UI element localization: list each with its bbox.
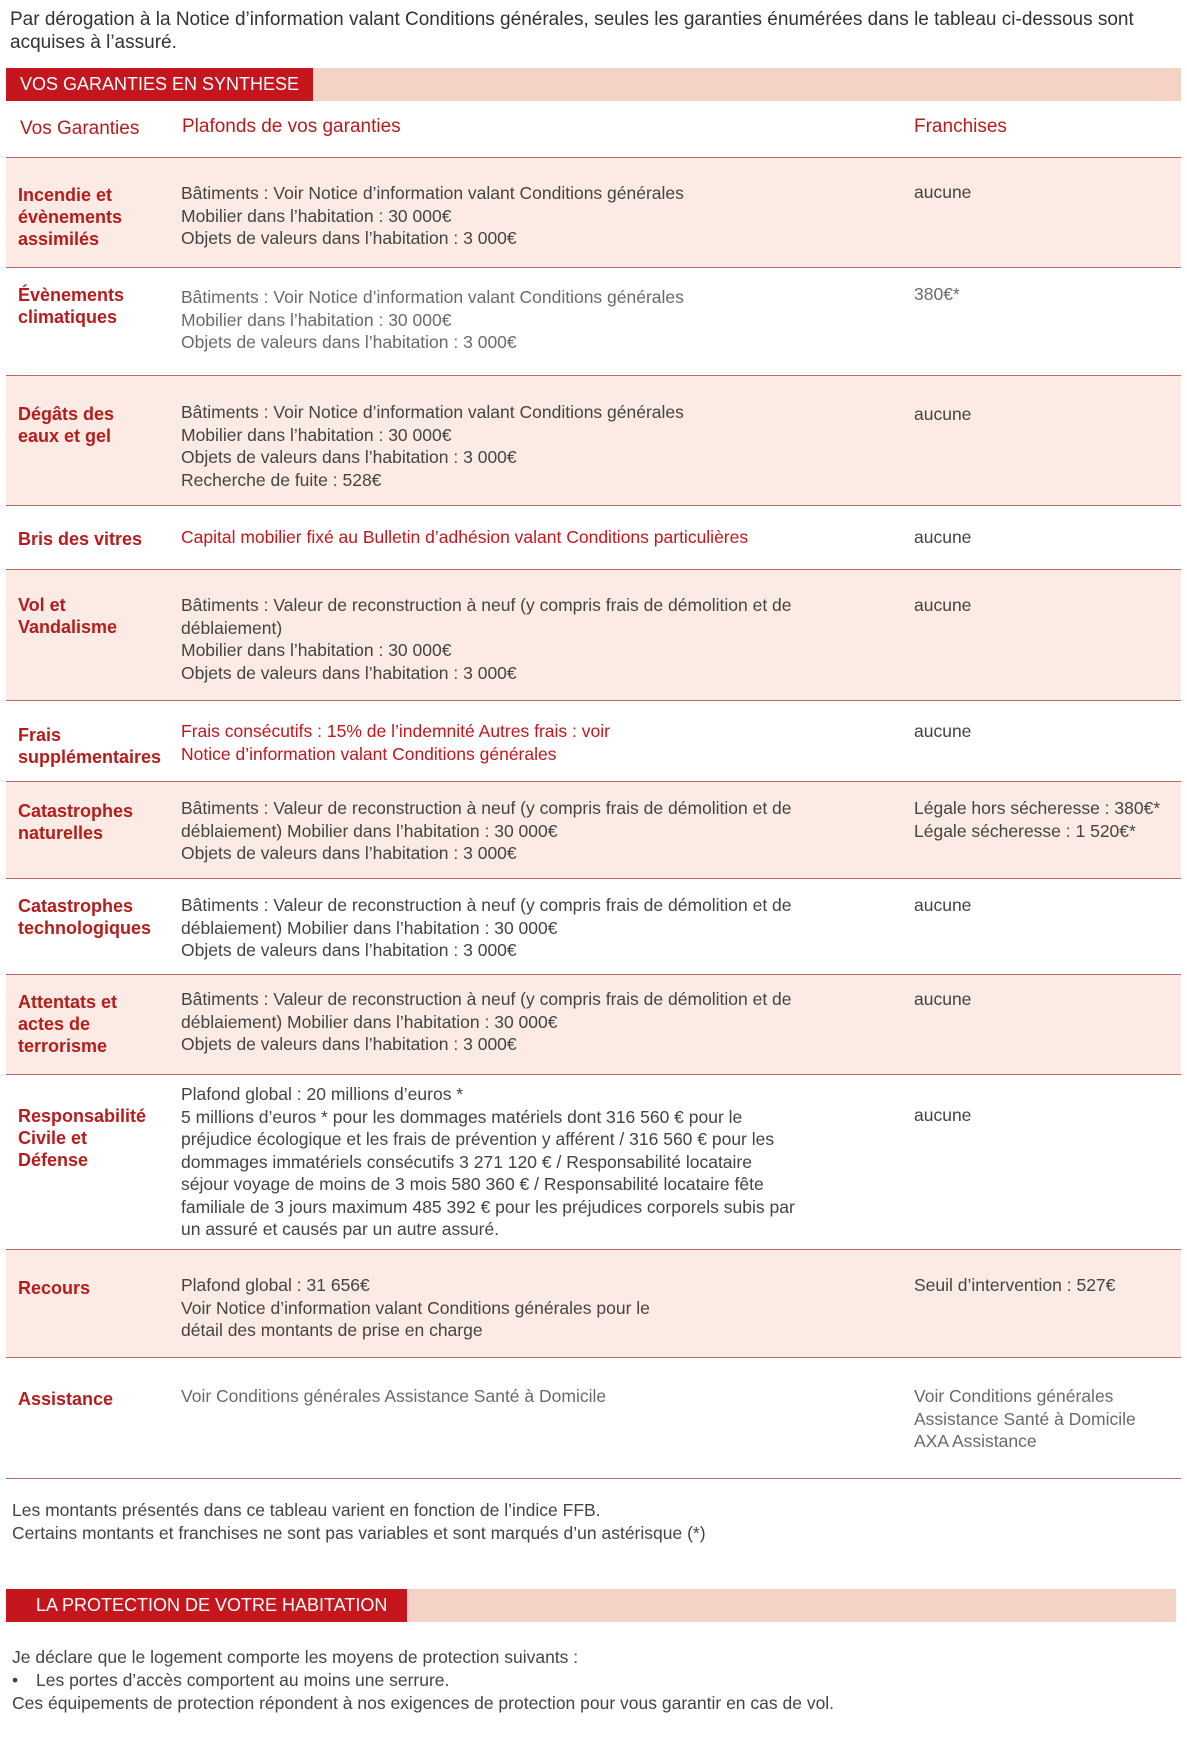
- garantie-name-line: évènements: [18, 207, 123, 227]
- plafond-cell: [181, 594, 821, 684]
- plafond-line: Capital mobilier fixé au Bulletin d’adhésion valant Conditions particulières: [181, 527, 749, 547]
- franchise-line: AXA Assistance: [914, 1431, 1037, 1451]
- franchise-cell: [914, 181, 1179, 204]
- table-row: [6, 1358, 1181, 1479]
- plafond-line: Mobilier dans l’habitation : 30 000€: [181, 424, 452, 445]
- plafond-line: Objets de valeurs dans l’habitation : 3 000€: [181, 662, 517, 683]
- plafond-line: Bâtiments : Voir Notice d’information valant Conditions générales: [181, 287, 684, 307]
- plafond-line: Frais consécutifs : 15% de l’indemnité Autres frais : voir: [181, 721, 610, 741]
- plafond-line: détail des montants de prise en charge: [181, 1320, 483, 1340]
- franchise-cell: [914, 403, 1179, 426]
- garantie-name-line: Recours: [18, 1278, 91, 1298]
- garantie-name: [18, 184, 168, 250]
- franchise-cell: [914, 894, 1179, 917]
- garantie-name-line: Civile et: [18, 1128, 88, 1148]
- plafond-cell: [181, 182, 821, 250]
- plafond-cell: [181, 1274, 821, 1342]
- franchise-cell: [914, 283, 1179, 306]
- plafond-line: Voir Notice d’information valant Conditions générales pour le: [181, 1297, 650, 1318]
- plafond-cell: [181, 401, 821, 491]
- franchise-cell: [914, 1274, 1179, 1297]
- plafond-cell: [181, 894, 821, 962]
- franchise-cell: [914, 720, 1179, 743]
- plafond-cell: [181, 526, 821, 549]
- garantie-name-line: Vol et: [18, 595, 66, 615]
- franchise-line: aucune: [914, 895, 972, 915]
- plafond-line: Bâtiments : Valeur de reconstruction à neuf (y compris frais de démolition et de: [181, 989, 792, 1009]
- franchise-cell: [914, 988, 1179, 1011]
- garantie-name-line: Responsabilité: [18, 1106, 147, 1126]
- garantie-name-line: Incendie et: [18, 185, 113, 205]
- garantie-name: [18, 895, 168, 939]
- plafond-line: séjour voyage de moins de 3 mois 580 360 € / Responsabilité locataire fête: [181, 1174, 764, 1194]
- franchise-line: aucune: [914, 182, 972, 202]
- garantie-name-line: Attentats et: [18, 992, 118, 1012]
- plafond-line: déblaiement) Mobilier dans l’habitation : 30 000€: [181, 1011, 558, 1032]
- bullet-icon: •: [12, 1670, 19, 1690]
- plafond-cell: [181, 1083, 821, 1241]
- garantie-name-line: supplémentaires: [18, 747, 162, 767]
- garantie-name-line: Frais: [18, 725, 62, 745]
- header-vos-garanties: Vos Garanties: [20, 118, 140, 139]
- garantie-name-line: naturelles: [18, 823, 104, 843]
- table-row: [6, 506, 1181, 570]
- table-row: [6, 268, 1181, 376]
- franchise-line: aucune: [914, 527, 972, 547]
- plafond-line: déblaiement) Mobilier dans l’habitation : 30 000€: [181, 917, 558, 938]
- plafond-line: dommages immatériels consécutifs 3 271 120 € / Responsabilité locataire: [181, 1151, 752, 1172]
- plafond-line: Notice d’information valant Conditions générales: [181, 743, 557, 764]
- plafond-line: Objets de valeurs dans l’habitation : 3 000€: [181, 843, 517, 863]
- garantie-name: [18, 800, 168, 844]
- garantie-name-line: Catastrophes: [18, 801, 134, 821]
- plafond-line: Objets de valeurs dans l’habitation : 3 000€: [181, 332, 517, 352]
- franchise-line: Légale hors sécheresse : 380€*: [914, 798, 1161, 818]
- garantie-name: [18, 1388, 168, 1410]
- franchise-line: Assistance Santé à Domicile: [914, 1408, 1136, 1429]
- plafond-line: Bâtiments : Valeur de reconstruction à neuf (y compris frais de démolition et de: [181, 895, 792, 915]
- garantie-name-line: Assistance: [18, 1389, 114, 1409]
- plafond-line: Plafond global : 31 656€: [181, 1275, 370, 1295]
- garantie-name-line: Défense: [18, 1150, 89, 1170]
- plafond-line: Voir Conditions générales Assistance Santé à Domicile: [181, 1386, 607, 1406]
- franchise-cell: [914, 1104, 1179, 1127]
- garantie-name-line: climatiques: [18, 307, 118, 327]
- plafond-cell: [181, 720, 821, 765]
- section-bar-garanties: [6, 68, 1181, 101]
- section-title-garanties: VOS GARANTIES EN SYNTHESE: [6, 68, 313, 101]
- plafond-line: Objets de valeurs dans l’habitation : 3 000€: [181, 447, 517, 467]
- plafond-line: Plafond global : 20 millions d’euros *: [181, 1084, 464, 1104]
- plafond-line: Mobilier dans l’habitation : 30 000€: [181, 640, 452, 660]
- plafond-cell: [181, 988, 821, 1056]
- table-row: [6, 158, 1181, 268]
- franchise-cell: [914, 1385, 1179, 1453]
- garantie-name-line: Dégâts des: [18, 404, 115, 424]
- franchise-line: aucune: [914, 989, 972, 1009]
- plafond-line: Objets de valeurs dans l’habitation : 3 000€: [181, 228, 517, 248]
- plafond-line: familiale de 3 jours maximum 485 392 € pour les préjudices corporels subis par: [181, 1196, 795, 1217]
- franchise-cell: [914, 594, 1179, 617]
- plafond-line: Objets de valeurs dans l’habitation : 3 000€: [181, 940, 517, 960]
- plafond-line: un assuré et causés par un autre assuré.: [181, 1219, 500, 1239]
- franchise-line: aucune: [914, 721, 972, 741]
- plafond-line: déblaiement): [181, 617, 283, 638]
- garantie-name-line: Vandalisme: [18, 617, 118, 637]
- table-row: [6, 1075, 1181, 1250]
- garantie-name: [18, 284, 168, 328]
- garantie-name: [18, 528, 168, 550]
- plafond-cell: [181, 1385, 821, 1408]
- garantie-name-line: Évènements: [18, 285, 125, 305]
- franchise-line: Seuil d’intervention : 527€: [914, 1275, 1116, 1295]
- protection-item-text: Les portes d’accès comportent au moins une serrure.: [36, 1670, 450, 1690]
- plafond-cell: [181, 286, 821, 354]
- garantie-name-line: technologiques: [18, 918, 152, 938]
- garantie-name: [18, 403, 168, 447]
- garantie-name: [18, 1105, 168, 1171]
- plafond-line: déblaiement) Mobilier dans l’habitation : 30 000€: [181, 820, 558, 841]
- franchise-line: 380€*: [914, 284, 960, 304]
- garantie-name: [18, 1277, 168, 1299]
- garantie-name-line: assimilés: [18, 229, 100, 249]
- franchise-line: aucune: [914, 595, 972, 615]
- protection-item: [12, 1669, 449, 1692]
- franchise-line: Voir Conditions générales: [914, 1386, 1114, 1406]
- table-row: [6, 701, 1181, 782]
- garantie-name-line: Catastrophes: [18, 896, 134, 916]
- franchise-line: Légale sécheresse : 1 520€*: [914, 820, 1136, 841]
- table-row: [6, 975, 1181, 1075]
- section-title-protection: LA PROTECTION DE VOTRE HABITATION: [6, 1589, 407, 1622]
- franchise-cell: [914, 797, 1179, 842]
- header-plafonds: Plafonds de vos garanties: [182, 116, 401, 137]
- plafond-line: Recherche de fuite : 528€: [181, 469, 382, 490]
- plafond-line: Bâtiments : Valeur de reconstruction à neuf (y compris frais de démolition et de: [181, 798, 792, 818]
- plafond-cell: [181, 797, 821, 865]
- plafond-line: Objets de valeurs dans l’habitation : 3 000€: [181, 1034, 517, 1054]
- protection-intro: Je déclare que le logement comporte les moyens de protection suivants :: [12, 1647, 579, 1667]
- garantie-name-line: Bris des vitres: [18, 529, 143, 549]
- table-row: [6, 1250, 1181, 1358]
- table-row: [6, 879, 1181, 975]
- section-bar-protection: [6, 1589, 1176, 1622]
- plafond-line: Bâtiments : Voir Notice d’information valant Conditions générales: [181, 183, 684, 203]
- plafond-line: Bâtiments : Voir Notice d’information valant Conditions générales: [181, 402, 684, 422]
- table-row: [6, 782, 1181, 879]
- franchise-line: aucune: [914, 1105, 972, 1125]
- header-franchises: Franchises: [914, 116, 1007, 137]
- garantie-name: [18, 724, 168, 768]
- plafond-line: Bâtiments : Valeur de reconstruction à neuf (y compris frais de démolition et de: [181, 595, 792, 615]
- plafond-line: Mobilier dans l’habitation : 30 000€: [181, 309, 452, 330]
- plafond-line: 5 millions d’euros * pour les dommages matériels dont 316 560 € pour le: [181, 1106, 743, 1127]
- plafond-line: préjudice écologique et les frais de prévention y afférent / 316 560 € pour les: [181, 1129, 775, 1149]
- plafond-line: Mobilier dans l’habitation : 30 000€: [181, 205, 452, 226]
- garantie-name-line: actes de: [18, 1014, 91, 1034]
- franchise-cell: [914, 526, 1179, 549]
- garantie-name-line: terrorisme: [18, 1036, 108, 1056]
- garantie-name-line: eaux et gel: [18, 426, 112, 446]
- garantie-name: [18, 991, 168, 1057]
- note-asterisk: Certains montants et franchises ne sont pas variables et sont marqués d’un astérisque (*): [12, 1523, 706, 1543]
- franchise-line: aucune: [914, 404, 972, 424]
- table-row: [6, 570, 1181, 701]
- note-ffb: Les montants présentés dans ce tableau varient en fonction de l’indice FFB.: [12, 1500, 601, 1520]
- table-row: [6, 376, 1181, 506]
- intro-text: Par dérogation à la Notice d’information valant Conditions générales, seules les garanties énumérées dans le tableau ci-dessous sont acquises à l’assuré.: [10, 9, 1134, 53]
- garantie-name: [18, 594, 168, 638]
- protection-outro: Ces équipements de protection répondent à nos exigences de protection pour vous garantir en cas de vol.: [12, 1693, 835, 1713]
